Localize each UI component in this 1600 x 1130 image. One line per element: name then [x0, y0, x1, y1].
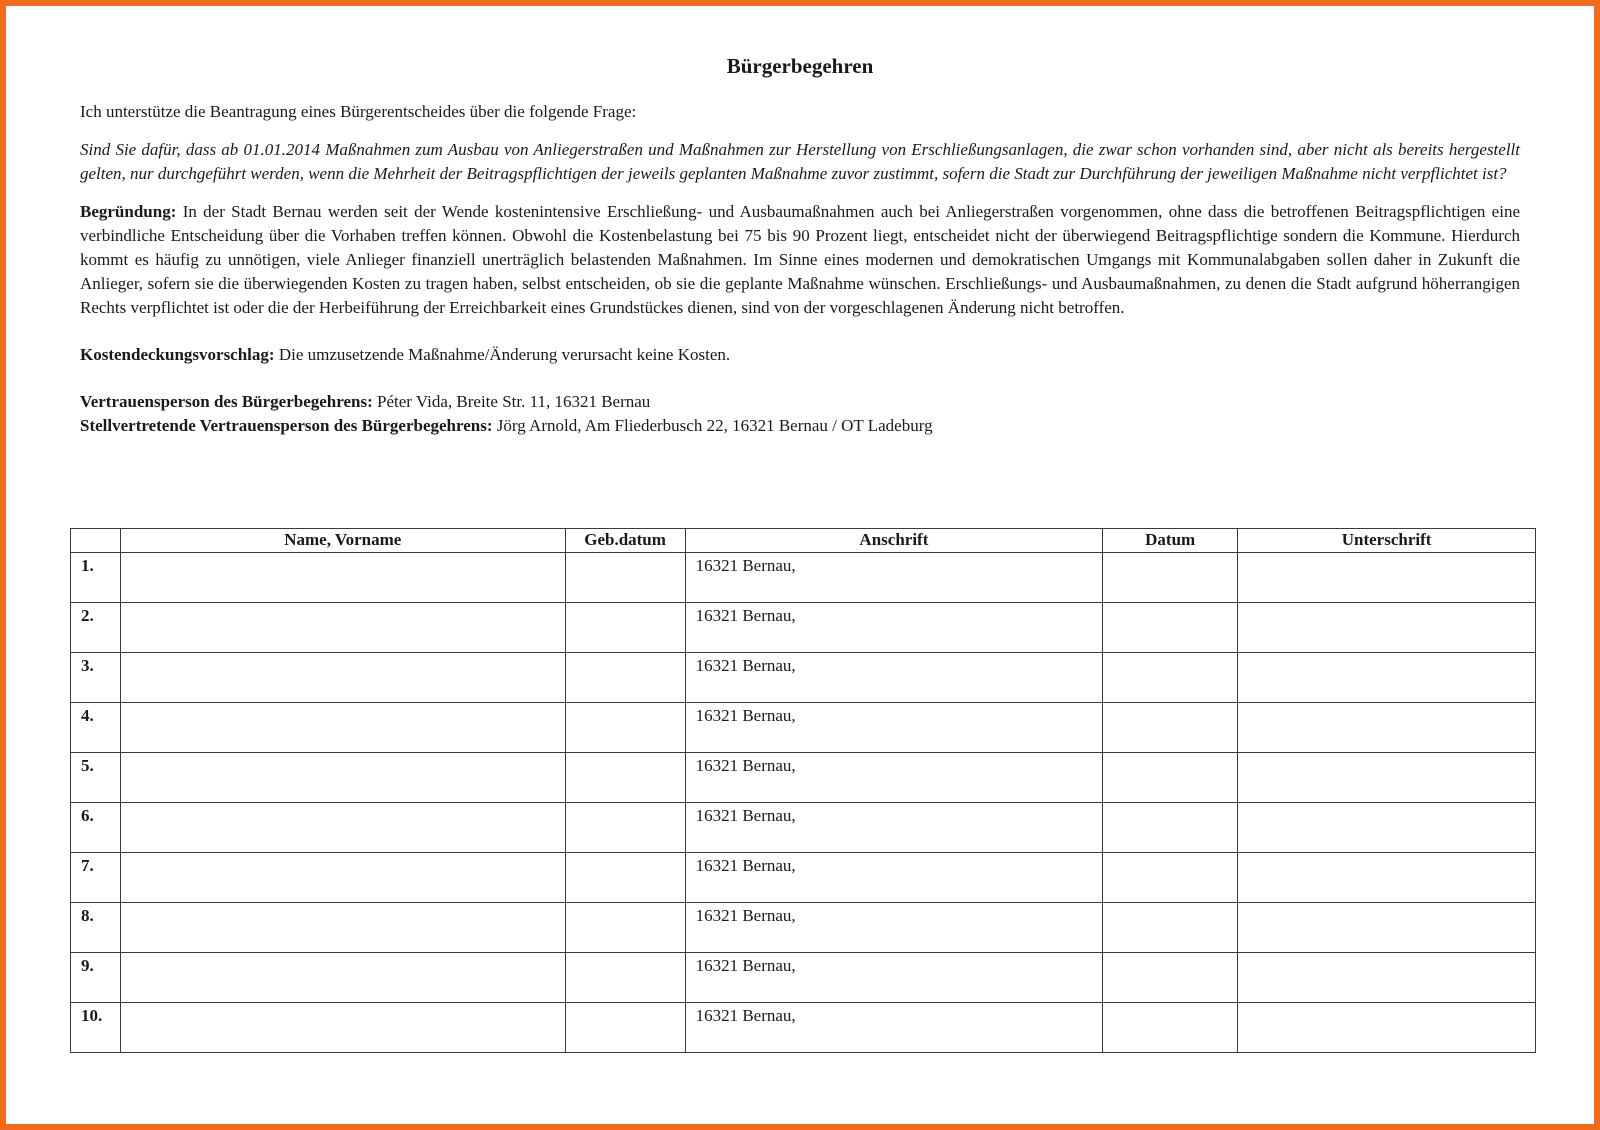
table-row: [71, 853, 1536, 903]
header-name: Name, Vorname: [120, 529, 565, 553]
name-cell[interactable]: [120, 603, 565, 653]
table-header-row: [71, 529, 1536, 553]
table-row: [71, 553, 1536, 603]
begruendung-text: In der Stadt Bernau werden seit der Wende kostenintensive Erschließung- und Ausbaumaßnahmen auch bei Anliegerstraßen vorgenommen, ohne dass die betroffenen Beitragspflichtigen eine verbindliche Entscheidung über die Vorhaben treffen können. Obwohl die Kostenbelastung bei 75 bis 90 Prozent liegt, entscheidet nicht der überwiegend Beitragspflichtige sondern die Kommune. Hierdurch kommt es häufig zu unnötigen, viele Anlieger finanziell unerträglich belastenden Maßnahmen. Im Sinne eines modernen und demokratischen Umgangs mit Kommunalabgaben sollen daher in Zukunft die Anlieger, sofern sie die überwiegenden Kosten zu tragen haben, selbst entscheiden, ob sie die geplante Maßnahme wünschen. Erschließungs- und Ausbaumaßnahmen, zu denen die Stadt aufgrund höherrangigen Rechts verpflichtet ist oder die der Herbeiführung der Erreichbarkeit eines Grundstückes dienen, sind von der vorgeschlagenen Änderung nicht betroffen.: [80, 202, 1520, 317]
date-cell[interactable]: [1103, 703, 1238, 753]
document-body: [80, 52, 1520, 460]
date-cell[interactable]: [1103, 803, 1238, 853]
table-row: [71, 953, 1536, 1003]
date-cell[interactable]: [1103, 553, 1238, 603]
address-cell[interactable]: 16321 Bernau,: [685, 653, 1103, 703]
row-number: 7.: [71, 853, 121, 903]
name-cell[interactable]: [120, 653, 565, 703]
row-number: 9.: [71, 953, 121, 1003]
name-cell[interactable]: [120, 703, 565, 753]
name-cell[interactable]: [120, 953, 565, 1003]
kosten-text: Die umzusetzende Maßnahme/Änderung verursacht keine Kosten.: [278, 345, 731, 364]
birthdate-cell[interactable]: [565, 853, 685, 903]
signature-cell[interactable]: [1238, 553, 1536, 603]
row-number: 1.: [71, 553, 121, 603]
address-cell[interactable]: 16321 Bernau,: [685, 753, 1103, 803]
kosten-paragraph: [80, 343, 1520, 367]
begruendung-paragraph: [80, 200, 1520, 320]
stellvertreter-line: [80, 414, 1520, 438]
signature-cell[interactable]: [1238, 703, 1536, 753]
begruendung-label: Begründung:: [80, 202, 177, 221]
date-cell[interactable]: [1103, 1003, 1238, 1053]
address-cell[interactable]: 16321 Bernau,: [685, 953, 1103, 1003]
row-number: 6.: [71, 803, 121, 853]
header-number: [71, 529, 121, 553]
signature-cell[interactable]: [1238, 1003, 1536, 1053]
date-cell[interactable]: [1103, 903, 1238, 953]
birthdate-cell[interactable]: [565, 953, 685, 1003]
stellvertreter-text: Jörg Arnold, Am Fliederbusch 22, 16321 Bernau / OT Ladeburg: [496, 416, 933, 435]
address-cell[interactable]: 16321 Bernau,: [685, 1003, 1103, 1053]
header-address: Anschrift: [685, 529, 1103, 553]
question-text: Sind Sie dafür, dass ab 01.01.2014 Maßnahmen zum Ausbau von Anliegerstraßen und Maßnahmen zur Herstellung von Erschließungsanlagen, die zwar schon vorhanden sind, aber nicht als bereits hergestellt gelten, nur durchgeführt werden, wenn die Mehrheit der Beitragspflichtigen der jeweils geplanten Maßnahme zuvor zustimmt, sofern die Stadt zur Durchführung der jeweiligen Maßnahme nicht verpflichtet ist?: [80, 140, 1520, 183]
table-row: [71, 803, 1536, 853]
contacts-block: [80, 390, 1520, 438]
birthdate-cell[interactable]: [565, 703, 685, 753]
date-cell[interactable]: [1103, 753, 1238, 803]
address-cell[interactable]: 16321 Bernau,: [685, 853, 1103, 903]
signature-cell[interactable]: [1238, 653, 1536, 703]
kosten-label: Kostendeckungsvorschlag:: [80, 345, 275, 364]
birthdate-cell[interactable]: [565, 653, 685, 703]
table-row: [71, 753, 1536, 803]
name-cell[interactable]: [120, 553, 565, 603]
address-cell[interactable]: 16321 Bernau,: [685, 703, 1103, 753]
header-signature: Unterschrift: [1238, 529, 1536, 553]
name-cell[interactable]: [120, 753, 565, 803]
signature-cell[interactable]: [1238, 603, 1536, 653]
signature-cell[interactable]: [1238, 803, 1536, 853]
birthdate-cell[interactable]: [565, 903, 685, 953]
address-cell[interactable]: 16321 Bernau,: [685, 803, 1103, 853]
signature-cell[interactable]: [1238, 853, 1536, 903]
document-title: Bürgerbegehren: [726, 54, 874, 78]
row-number: 8.: [71, 903, 121, 953]
row-number: 5.: [71, 753, 121, 803]
vertrauensperson-line: [80, 390, 1520, 414]
signature-cell[interactable]: [1238, 953, 1536, 1003]
intro-text: Ich unterstütze die Beantragung eines Bürgerentscheides über die folgende Frage:: [80, 102, 637, 121]
signature-table: [70, 528, 1536, 1053]
date-cell[interactable]: [1103, 653, 1238, 703]
header-birthdate: Geb.datum: [565, 529, 685, 553]
header-date: Datum: [1103, 529, 1238, 553]
signature-cell[interactable]: [1238, 903, 1536, 953]
name-cell[interactable]: [120, 853, 565, 903]
address-cell[interactable]: 16321 Bernau,: [685, 553, 1103, 603]
row-number: 3.: [71, 653, 121, 703]
table-row: [71, 1003, 1536, 1053]
date-cell[interactable]: [1103, 603, 1238, 653]
signature-cell[interactable]: [1238, 753, 1536, 803]
row-number: 4.: [71, 703, 121, 753]
date-cell[interactable]: [1103, 953, 1238, 1003]
table-row: [71, 703, 1536, 753]
birthdate-cell[interactable]: [565, 1003, 685, 1053]
birthdate-cell[interactable]: [565, 753, 685, 803]
table-row: [71, 653, 1536, 703]
stellvertreter-label: Stellvertretende Vertrauensperson des Bürgerbegehrens:: [80, 416, 493, 435]
name-cell[interactable]: [120, 803, 565, 853]
birthdate-cell[interactable]: [565, 803, 685, 853]
birthdate-cell[interactable]: [565, 553, 685, 603]
table-row: [71, 603, 1536, 653]
address-cell[interactable]: 16321 Bernau,: [685, 903, 1103, 953]
birthdate-cell[interactable]: [565, 603, 685, 653]
name-cell[interactable]: [120, 1003, 565, 1053]
address-cell[interactable]: 16321 Bernau,: [685, 603, 1103, 653]
date-cell[interactable]: [1103, 853, 1238, 903]
row-number: 10.: [71, 1003, 121, 1053]
table-row: [71, 903, 1536, 953]
vertrauensperson-label: Vertrauensperson des Bürgerbegehrens:: [80, 392, 373, 411]
name-cell[interactable]: [120, 903, 565, 953]
vertrauensperson-text: Péter Vida, Breite Str. 11, 16321 Bernau: [377, 392, 651, 411]
row-number: 2.: [71, 603, 121, 653]
